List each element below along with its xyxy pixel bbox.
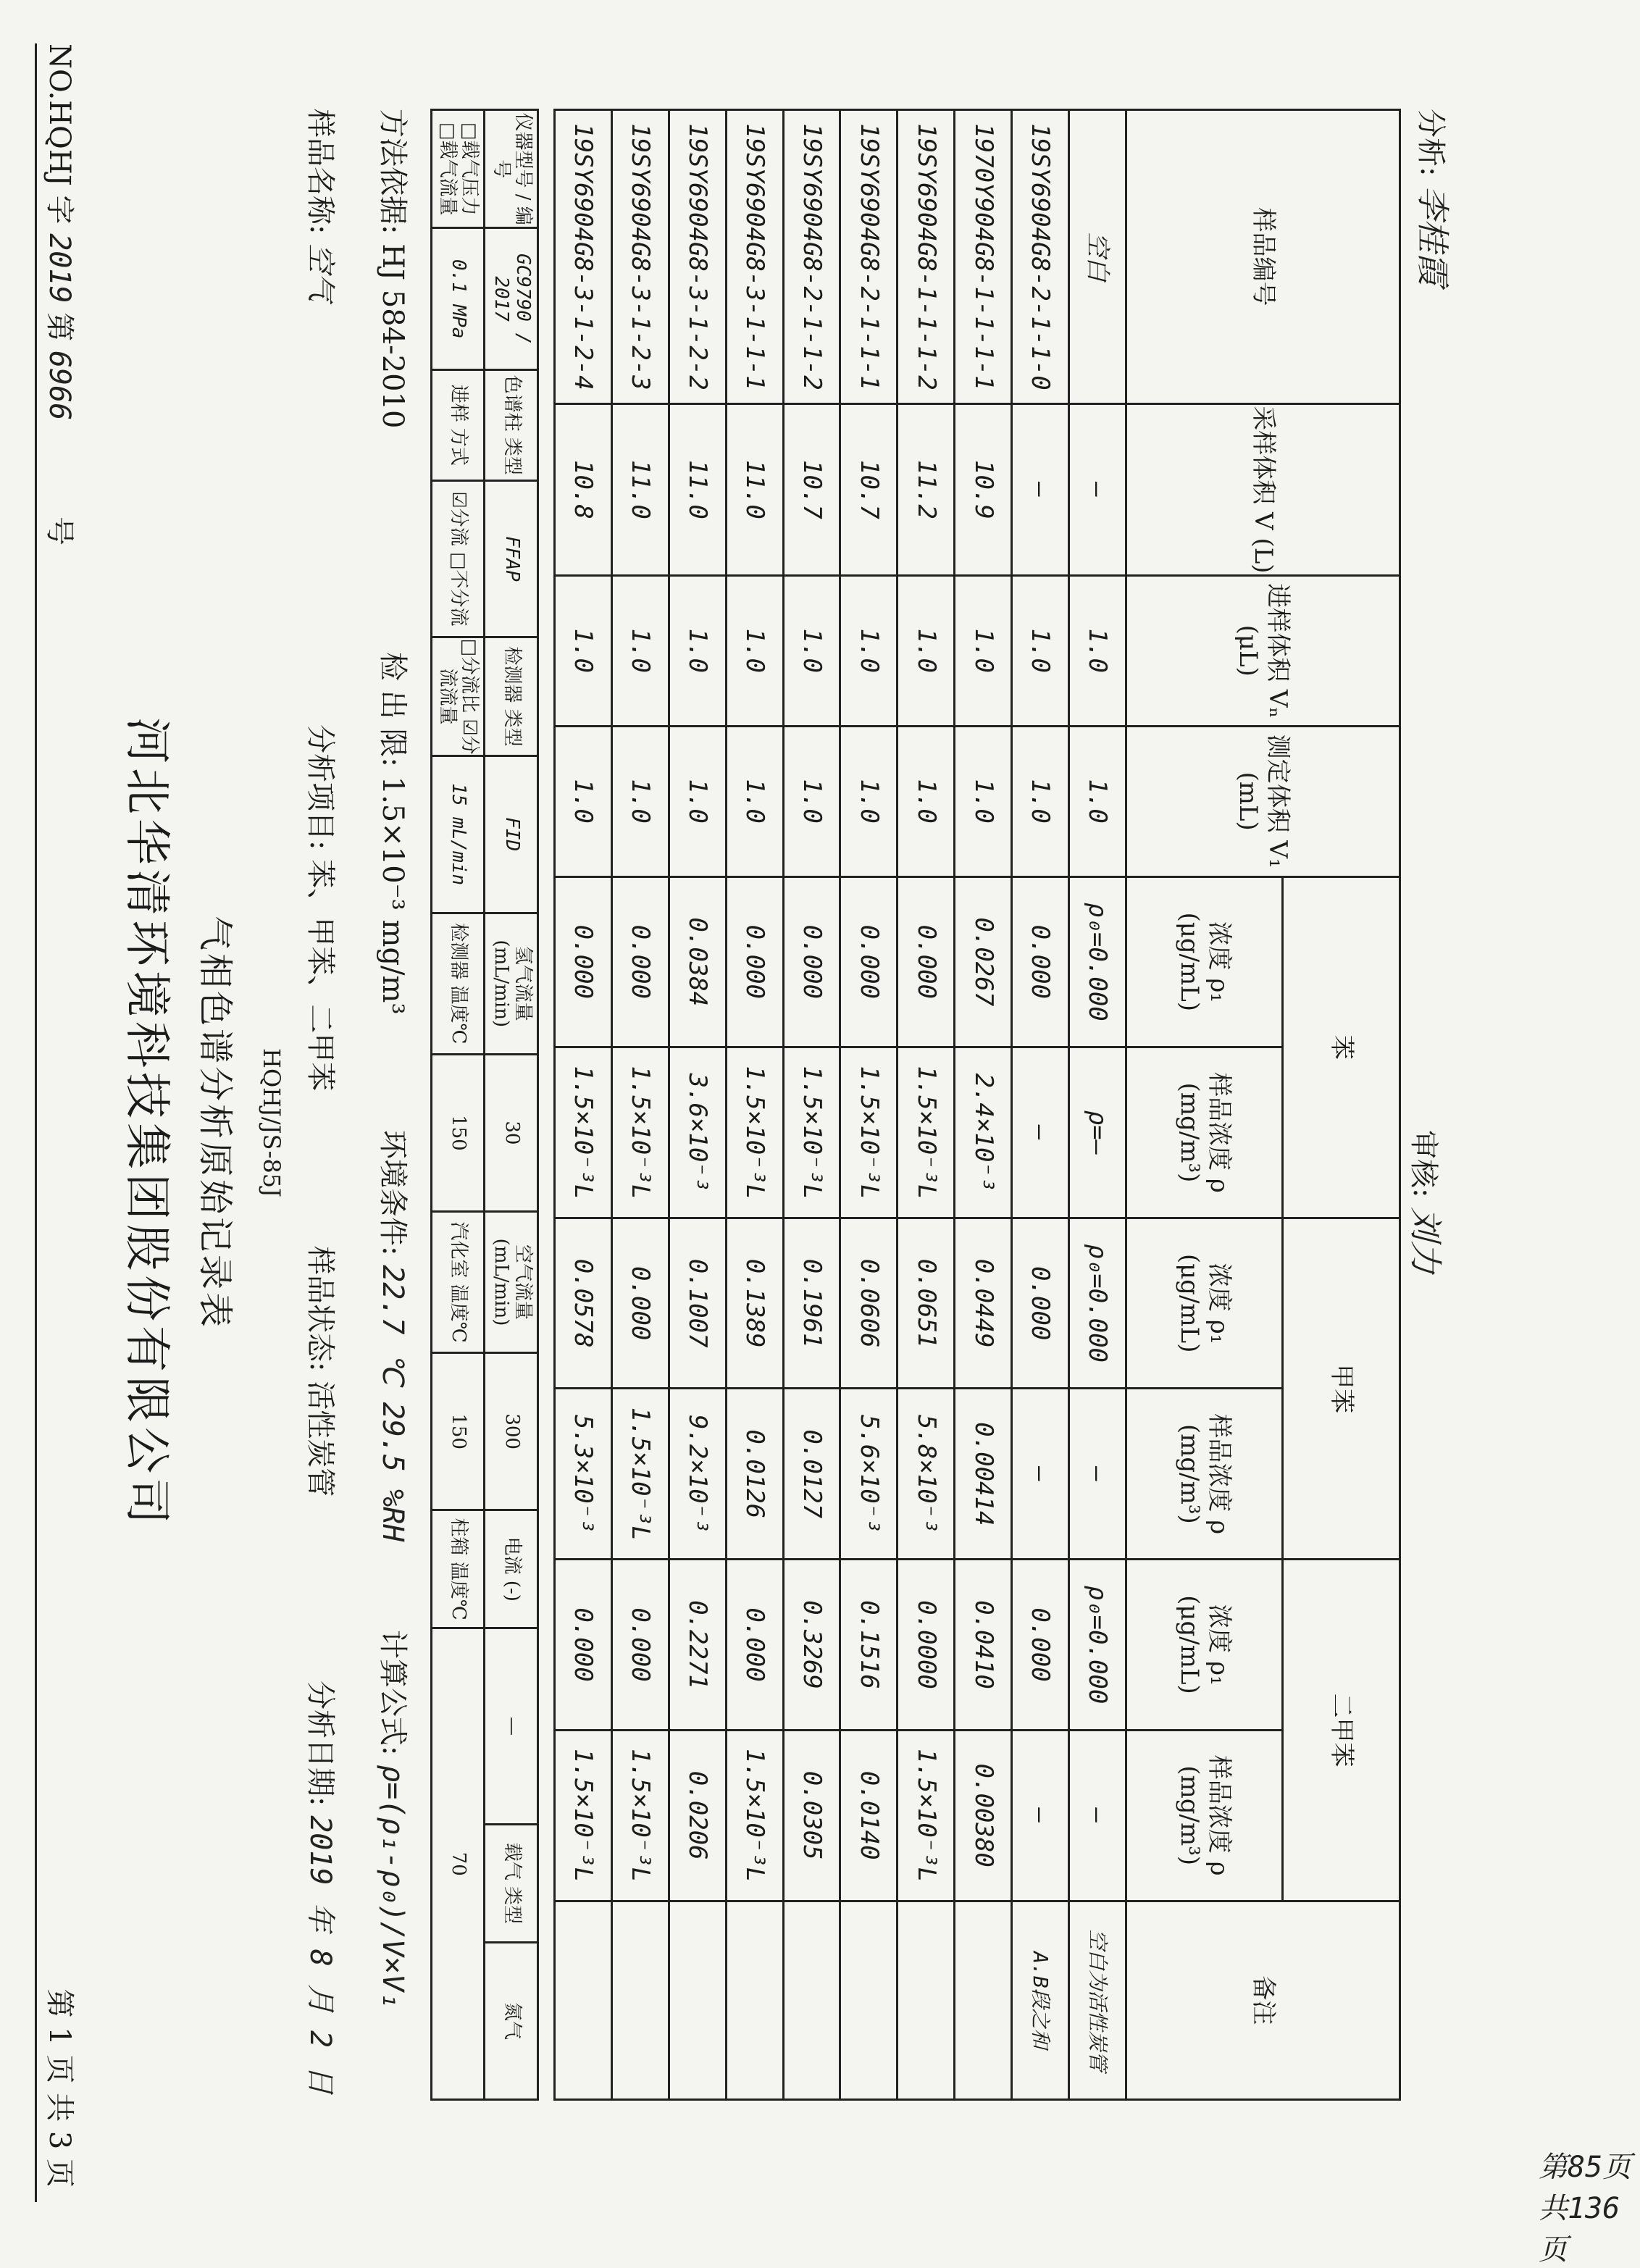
instrument-cell: 载气 类型: [485, 1824, 538, 1942]
cell-sample-no: 19SY6904G8-3-1-2-4: [555, 110, 612, 404]
cell-benzene-conc: 0.0267: [955, 876, 1012, 1047]
cell-inj-volume: 1.0: [783, 575, 840, 726]
col-benzene: 苯: [1282, 876, 1400, 1218]
instrument-cell: 空气流量 (mL/min): [485, 1211, 538, 1352]
instrument-cell: □分流比 ☑分流流量: [432, 637, 485, 756]
table-row: [669, 110, 726, 2100]
cell-sample-no: 19SY6904G8-3-1-2-2: [669, 110, 726, 404]
cell-benzene-conc: 0.000: [726, 876, 783, 1047]
cell-xylene-conc: 0.1516: [840, 1560, 898, 1730]
record-number-line: [35, 43, 83, 2202]
sample-name-label: 样品名称:: [304, 109, 337, 235]
instrument-cell: 电流 (-): [485, 1510, 538, 1628]
cell-xylene-sconc: 1.5×10⁻³L: [898, 1730, 955, 1901]
cell-benzene-sconc: 1.5×10⁻³L: [726, 1047, 783, 1218]
cell-inj-volume: 1.0: [955, 575, 1012, 726]
cell-toluene-sconc: 5.6×10⁻³: [840, 1389, 898, 1560]
cell-toluene-sconc: 0.00414: [955, 1389, 1012, 1560]
cell-benzene-sconc: 1.5×10⁻³L: [555, 1047, 612, 1218]
page-mark: 第85页 共136页: [1539, 2151, 1632, 2267]
cell-benzene-conc: ρ₀=0.000: [1068, 876, 1126, 1047]
company-title: 河北华清环境科技集团股份有限公司: [120, 717, 173, 1528]
cell-xylene-sconc: 0.0305: [783, 1730, 840, 1901]
cell-sample-no: 19SY6904G8-1-1-1-2: [898, 110, 955, 404]
cell-benzene-conc: 0.000: [840, 876, 898, 1047]
cell-remark: [726, 1901, 783, 2099]
record-suffix: 号: [43, 516, 76, 546]
cell-toluene-conc: 0.000: [611, 1218, 669, 1389]
cell-remark: [669, 1901, 726, 2099]
cell-xylene-conc: ρ₀=0.000: [1068, 1560, 1126, 1730]
cell-volume: 11.0: [726, 403, 783, 575]
instrument-cell: 进样 方式: [432, 369, 485, 480]
instrument-cell: 30: [485, 1055, 538, 1212]
cell-toluene-sconc: —: [1012, 1389, 1069, 1560]
instrument-cell: 检测器 温度℃: [432, 913, 485, 1054]
col-conc: 浓度 ρ₁ (μg/mL): [1126, 1560, 1282, 1730]
sample-name-field: [302, 109, 343, 301]
reviewer-signature: 刘力: [1406, 1207, 1445, 1274]
cell-volume: 11.2: [898, 403, 955, 575]
cell-inj-volume: 1.0: [555, 575, 612, 726]
instrument-cell: 仪器型号 / 编号: [485, 110, 538, 228]
instrument-cell: GC9790 / 2017: [485, 228, 538, 369]
cell-def-volume: 1.0: [611, 726, 669, 876]
cell-sample-no: 1970Y904G8-1-1-1-1: [955, 110, 1012, 404]
col-sconc: 样品浓度 ρ (mg/m³): [1126, 1730, 1282, 1901]
header-row-1: [1282, 110, 1400, 2100]
main-table: [553, 109, 1401, 2101]
table-row: [726, 110, 783, 2100]
table-row: [840, 110, 898, 2100]
limit-field: [375, 652, 416, 1015]
analyst-signature: 李桂霞: [1413, 185, 1452, 286]
cell-xylene-sconc: 0.0140: [840, 1730, 898, 1901]
record-num: 6966: [43, 350, 76, 421]
instrument-cell: 150: [432, 1353, 485, 1510]
cell-remark: [783, 1901, 840, 2099]
state-label: 样品状态:: [304, 1246, 337, 1372]
cell-xylene-conc: 0.000: [726, 1560, 783, 1730]
analyst-field: [1411, 109, 1459, 285]
col-sconc: 样品浓度 ρ (mg/m³): [1126, 1047, 1282, 1218]
date-field: [302, 1681, 343, 2094]
reviewer-label: 审核:: [1407, 1130, 1440, 1198]
cell-def-volume: 1.0: [955, 726, 1012, 876]
date-label: 分析日期:: [304, 1681, 337, 1807]
cell-def-volume: 1.0: [1068, 726, 1126, 876]
page-label: 第 1 页 共 3 页: [43, 1988, 76, 2188]
cell-remark: A.B段之和: [1012, 1901, 1069, 2099]
method-value: HJ 584-2010: [376, 243, 409, 429]
cell-toluene-sconc: 0.0127: [783, 1389, 840, 1560]
method-label: 方法依据:: [376, 109, 409, 235]
cell-xylene-conc: 0.000: [555, 1560, 612, 1730]
cell-def-volume: 1.0: [783, 726, 840, 876]
record-year: 2019: [43, 233, 76, 304]
instrument-cell: 检测器 类型: [485, 637, 538, 756]
cell-benzene-conc: 0.000: [898, 876, 955, 1047]
instrument-cell: 150: [432, 1055, 485, 1212]
cell-inj-volume: 1.0: [726, 575, 783, 726]
col-conc: 浓度 ρ₁ (μg/mL): [1126, 1218, 1282, 1389]
item-field: [302, 724, 343, 1091]
cell-remark: [555, 1901, 612, 2099]
cell-benzene-sconc: 3.6×10⁻³: [669, 1047, 726, 1218]
cell-inj-volume: 1.0: [1012, 575, 1069, 726]
table-row: [555, 110, 612, 2100]
cell-sample-no: 19SY6904G8-2-1-1-0: [1012, 110, 1069, 404]
cell-xylene-sconc: 1.5×10⁻³L: [726, 1730, 783, 1901]
cell-sample-no: 19SY6904G8-3-1-2-3: [611, 110, 669, 404]
instrument-row-2: [432, 110, 485, 2100]
item-label: 分析项目:: [304, 724, 337, 850]
cell-inj-volume: 1.0: [840, 575, 898, 726]
cell-toluene-conc: 0.0449: [955, 1218, 1012, 1389]
cell-xylene-sconc: —: [1012, 1730, 1069, 1901]
date-value: 2019 年 8 月 2 日: [304, 1815, 337, 2095]
formula-value: ρ=(ρ₁-ρ₀)/V×V₁: [376, 1765, 409, 2009]
cell-sample-no: 19SY6904G8-3-1-1-1: [726, 110, 783, 404]
method-field: [375, 109, 416, 429]
cell-benzene-conc: 0.000: [1012, 876, 1069, 1047]
cell-inj-volume: 1.0: [669, 575, 726, 726]
table-row: [1012, 110, 1069, 2100]
cell-benzene-sconc: —: [1012, 1047, 1069, 1218]
cell-inj-volume: 1.0: [1068, 575, 1126, 726]
col-sconc: 样品浓度 ρ (mg/m³): [1126, 1389, 1282, 1560]
state-value: 活性炭管: [304, 1381, 337, 1497]
instrument-row-1: [485, 110, 538, 2100]
cell-benzene-conc: 0.000: [555, 876, 612, 1047]
cell-def-volume: 1.0: [840, 726, 898, 876]
instrument-cell: —: [485, 1628, 538, 1824]
cell-toluene-conc: 0.0606: [840, 1218, 898, 1389]
cell-toluene-conc: 0.1961: [783, 1218, 840, 1389]
cell-xylene-conc: 0.0410: [955, 1560, 1012, 1730]
cell-benzene-sconc: 1.5×10⁻³L: [840, 1047, 898, 1218]
cell-remark: [840, 1901, 898, 2099]
cell-inj-volume: 1.0: [898, 575, 955, 726]
cell-xylene-sconc: 0.00380: [955, 1730, 1012, 1901]
cell-benzene-conc: 0.000: [611, 876, 669, 1047]
cell-toluene-sconc: —: [1068, 1389, 1126, 1560]
item-value: 苯、甲苯、二甲苯: [304, 859, 337, 1092]
cell-benzene-sconc: 2.4×10⁻³: [955, 1047, 1012, 1218]
cell-benzene-conc: 0.000: [783, 876, 840, 1047]
col-remark: 备注: [1126, 1901, 1400, 2099]
cell-inj-volume: 1.0: [611, 575, 669, 726]
cell-toluene-sconc: 9.2×10⁻³: [669, 1389, 726, 1560]
cell-volume: 10.9: [955, 403, 1012, 575]
table-row: [1068, 110, 1126, 2100]
instrument-cell: 15 mL/min: [432, 756, 485, 913]
cell-benzene-sconc: 1.5×10⁻³L: [898, 1047, 955, 1218]
instrument-table: [430, 109, 539, 2101]
limit-label: 检 出 限:: [376, 652, 409, 767]
data-rows: [555, 110, 1126, 2100]
cell-volume: —: [1068, 403, 1126, 575]
cell-remark: [611, 1901, 669, 2099]
cell-toluene-conc: 0.0578: [555, 1218, 612, 1389]
cell-benzene-sconc: ρ=—: [1068, 1047, 1126, 1218]
cell-xylene-conc: 0.000: [611, 1560, 669, 1730]
cell-remark: [955, 1901, 1012, 2099]
cell-sample-no: 19SY6904G8-2-1-1-2: [783, 110, 840, 404]
cell-sample-no: 空白: [1068, 110, 1126, 404]
table-row: [955, 110, 1012, 2100]
instrument-cell: FFAP: [485, 480, 538, 637]
cell-def-volume: 1.0: [726, 726, 783, 876]
col-inj-volume: 进样体积 Vₙ (μL): [1126, 575, 1400, 726]
analyst-label: 分析:: [1414, 109, 1447, 177]
col-conc: 浓度 ρ₁ (μg/mL): [1126, 876, 1282, 1047]
cell-remark: 空白为活性炭管: [1068, 1901, 1126, 2099]
cell-xylene-conc: 0.0000: [898, 1560, 955, 1730]
instrument-cell: 300: [485, 1353, 538, 1510]
instrument-cell: FID: [485, 756, 538, 913]
cell-remark: [898, 1901, 955, 2099]
cell-toluene-conc: 0.0651: [898, 1218, 955, 1389]
cell-benzene-conc: 0.0384: [669, 876, 726, 1047]
env-value: 22.7 ℃ 29.5 %RH: [376, 1265, 409, 1542]
cell-toluene-conc: 0.1007: [669, 1218, 726, 1389]
env-field: [375, 1130, 416, 1541]
cell-volume: 11.0: [611, 403, 669, 575]
record-mid: 第: [43, 312, 76, 342]
cell-xylene-conc: 0.000: [1012, 1560, 1069, 1730]
instrument-cell: 0.1 MPa: [432, 228, 485, 369]
col-xylene: 二甲苯: [1282, 1560, 1400, 1901]
cell-xylene-sconc: 0.0206: [669, 1730, 726, 1901]
form-title: 气相色谱分析原始记录表: [195, 915, 235, 1330]
cell-toluene-sconc: 5.8×10⁻³: [898, 1389, 955, 1560]
cell-xylene-sconc: —: [1068, 1730, 1126, 1901]
env-label: 环境条件:: [376, 1130, 409, 1256]
form-code: HQHJ/JS-85J: [258, 1048, 285, 1197]
cell-sample-no: 19SY6904G8-2-1-1-1: [840, 110, 898, 404]
cell-toluene-sconc: 0.0126: [726, 1389, 783, 1560]
cell-def-volume: 1.0: [898, 726, 955, 876]
cell-benzene-sconc: 1.5×10⁻³L: [611, 1047, 669, 1218]
cell-toluene-conc: 0.1389: [726, 1218, 783, 1389]
cell-xylene-sconc: 1.5×10⁻³L: [611, 1730, 669, 1901]
sample-name-value: 空气: [304, 243, 337, 302]
instrument-cell: 汽化室 温度℃: [432, 1211, 485, 1352]
cell-volume: 10.7: [783, 403, 840, 575]
cell-xylene-conc: 0.3269: [783, 1560, 840, 1730]
cell-def-volume: 1.0: [1012, 726, 1069, 876]
instrument-cell: 70: [432, 1628, 485, 2100]
record-no-prefix: NO.HQHJ 字: [43, 43, 76, 225]
cell-benzene-sconc: 1.5×10⁻³L: [783, 1047, 840, 1218]
instrument-cell: 氮气: [485, 1943, 538, 2100]
cell-toluene-sconc: 1.5×10⁻³L: [611, 1389, 669, 1560]
col-def-volume: 测定体积 V₁ (mL): [1126, 726, 1400, 876]
reviewer-field: [1404, 1130, 1452, 1273]
instrument-cell: 色谱柱 类型: [485, 369, 538, 480]
instrument-cell: 柱箱 温度℃: [432, 1510, 485, 1628]
col-volume: 采样体积 V (L): [1126, 403, 1400, 575]
formula-label: 计算公式:: [376, 1630, 409, 1756]
table-row: [783, 110, 840, 2100]
instrument-cell: □载气压力 □载气流量: [432, 110, 485, 228]
cell-toluene-conc: 0.000: [1012, 1218, 1069, 1389]
instrument-cell: 氢气流量 (mL/min): [485, 913, 538, 1054]
cell-volume: —: [1012, 403, 1069, 575]
formula-field: [375, 1630, 416, 2009]
cell-volume: 10.8: [555, 403, 612, 575]
limit-value: 1.5×10⁻³ mg/m³: [376, 776, 409, 1015]
col-sample-no: 样品编号: [1126, 110, 1400, 404]
cell-volume: 10.7: [840, 403, 898, 575]
table-row: [898, 110, 955, 2100]
cell-def-volume: 1.0: [555, 726, 612, 876]
state-field: [302, 1246, 343, 1497]
col-toluene: 甲苯: [1282, 1218, 1400, 1560]
cell-volume: 11.0: [669, 403, 726, 575]
cell-xylene-conc: 0.2271: [669, 1560, 726, 1730]
cell-toluene-conc: ρ₀=0.000: [1068, 1218, 1126, 1389]
cell-xylene-sconc: 1.5×10⁻³L: [555, 1730, 612, 1901]
cell-toluene-sconc: 5.3×10⁻³: [555, 1389, 612, 1560]
table-row: [611, 110, 669, 2100]
instrument-cell: ☑分流 □不分流: [432, 480, 485, 637]
cell-def-volume: 1.0: [669, 726, 726, 876]
